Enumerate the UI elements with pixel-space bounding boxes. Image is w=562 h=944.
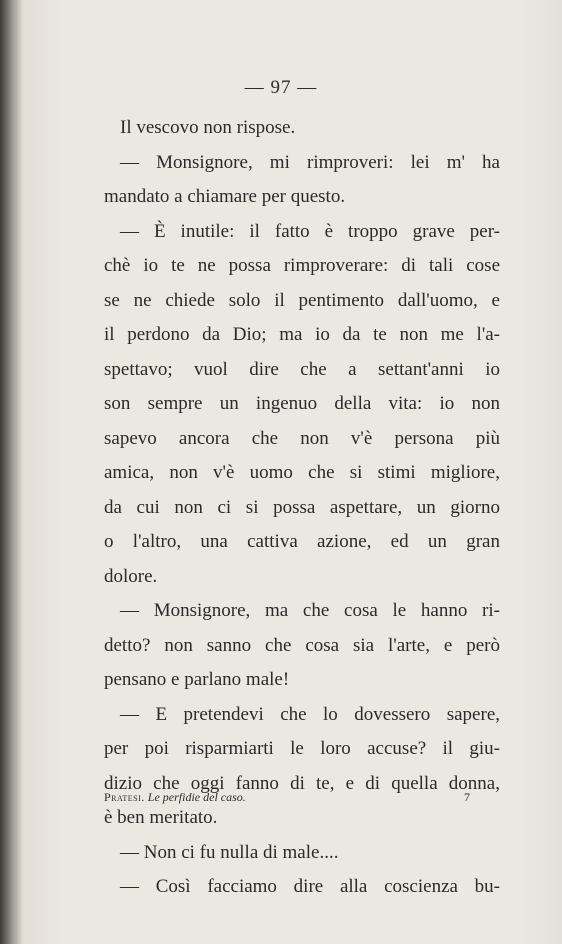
body-text <box>104 111 500 905</box>
page-footer <box>104 790 500 810</box>
text-line: da cui non ci si possa aspettare, un giorno <box>104 496 500 518</box>
text-line: chè io te ne possa rimproverare: di tali cose <box>104 255 500 276</box>
text-line: dolore. <box>104 565 158 587</box>
text-line: — Non ci fu nulla di male.... <box>120 841 339 863</box>
text-line: è ben meritato. <box>104 807 218 828</box>
text-line: spettavo; vuol dire che a settant'anni io <box>104 358 500 380</box>
text-line: son sempre un ingenuo della vita: io non <box>104 393 500 414</box>
text-line: — Monsignore, mi rimproveri: lei m' ha <box>120 151 500 173</box>
text-line: — È inutile: il fatto è troppo grave per- <box>120 220 500 242</box>
footer-title: Le perfidie del caso. <box>147 790 246 804</box>
text-line: per poi risparmiarti le loro accuse? il giu- <box>104 738 500 759</box>
text-line: il perdono da Dio; ma io da te non me l'a- <box>104 324 500 345</box>
text-line: se ne chiede solo il pentimento dall'uomo, e <box>104 289 500 311</box>
text-line: detto? non sanno che cosa sia l'arte, e però <box>104 634 500 656</box>
text-line: o l'altro, una cattiva azione, ed un gran <box>104 531 500 552</box>
text-line: sapevo ancora che non v'è persona più <box>104 427 500 449</box>
text-line: mandato a chiamare per questo. <box>104 186 346 207</box>
footer-author: Pratesi. <box>104 790 145 804</box>
text-line: Il vescovo non rispose. <box>120 117 296 138</box>
binding-shadow <box>0 0 22 944</box>
text-line: — Monsignore, ma che cosa le hanno ri- <box>120 600 500 621</box>
signature-mark: 7 <box>464 790 470 804</box>
text-line: — E pretendevi che lo dovessero sapere, <box>120 703 500 725</box>
text-line: amica, non v'è uomo che si stimi migliore, <box>104 462 500 483</box>
page-number: — 97 — <box>244 77 318 98</box>
text-line: pensano e parlano male! <box>104 669 290 690</box>
text-line: dizio che oggi fanno di te, e di quella donna, <box>104 772 500 794</box>
text-line: — Così facciamo dire alla coscienza bu- <box>120 876 500 897</box>
